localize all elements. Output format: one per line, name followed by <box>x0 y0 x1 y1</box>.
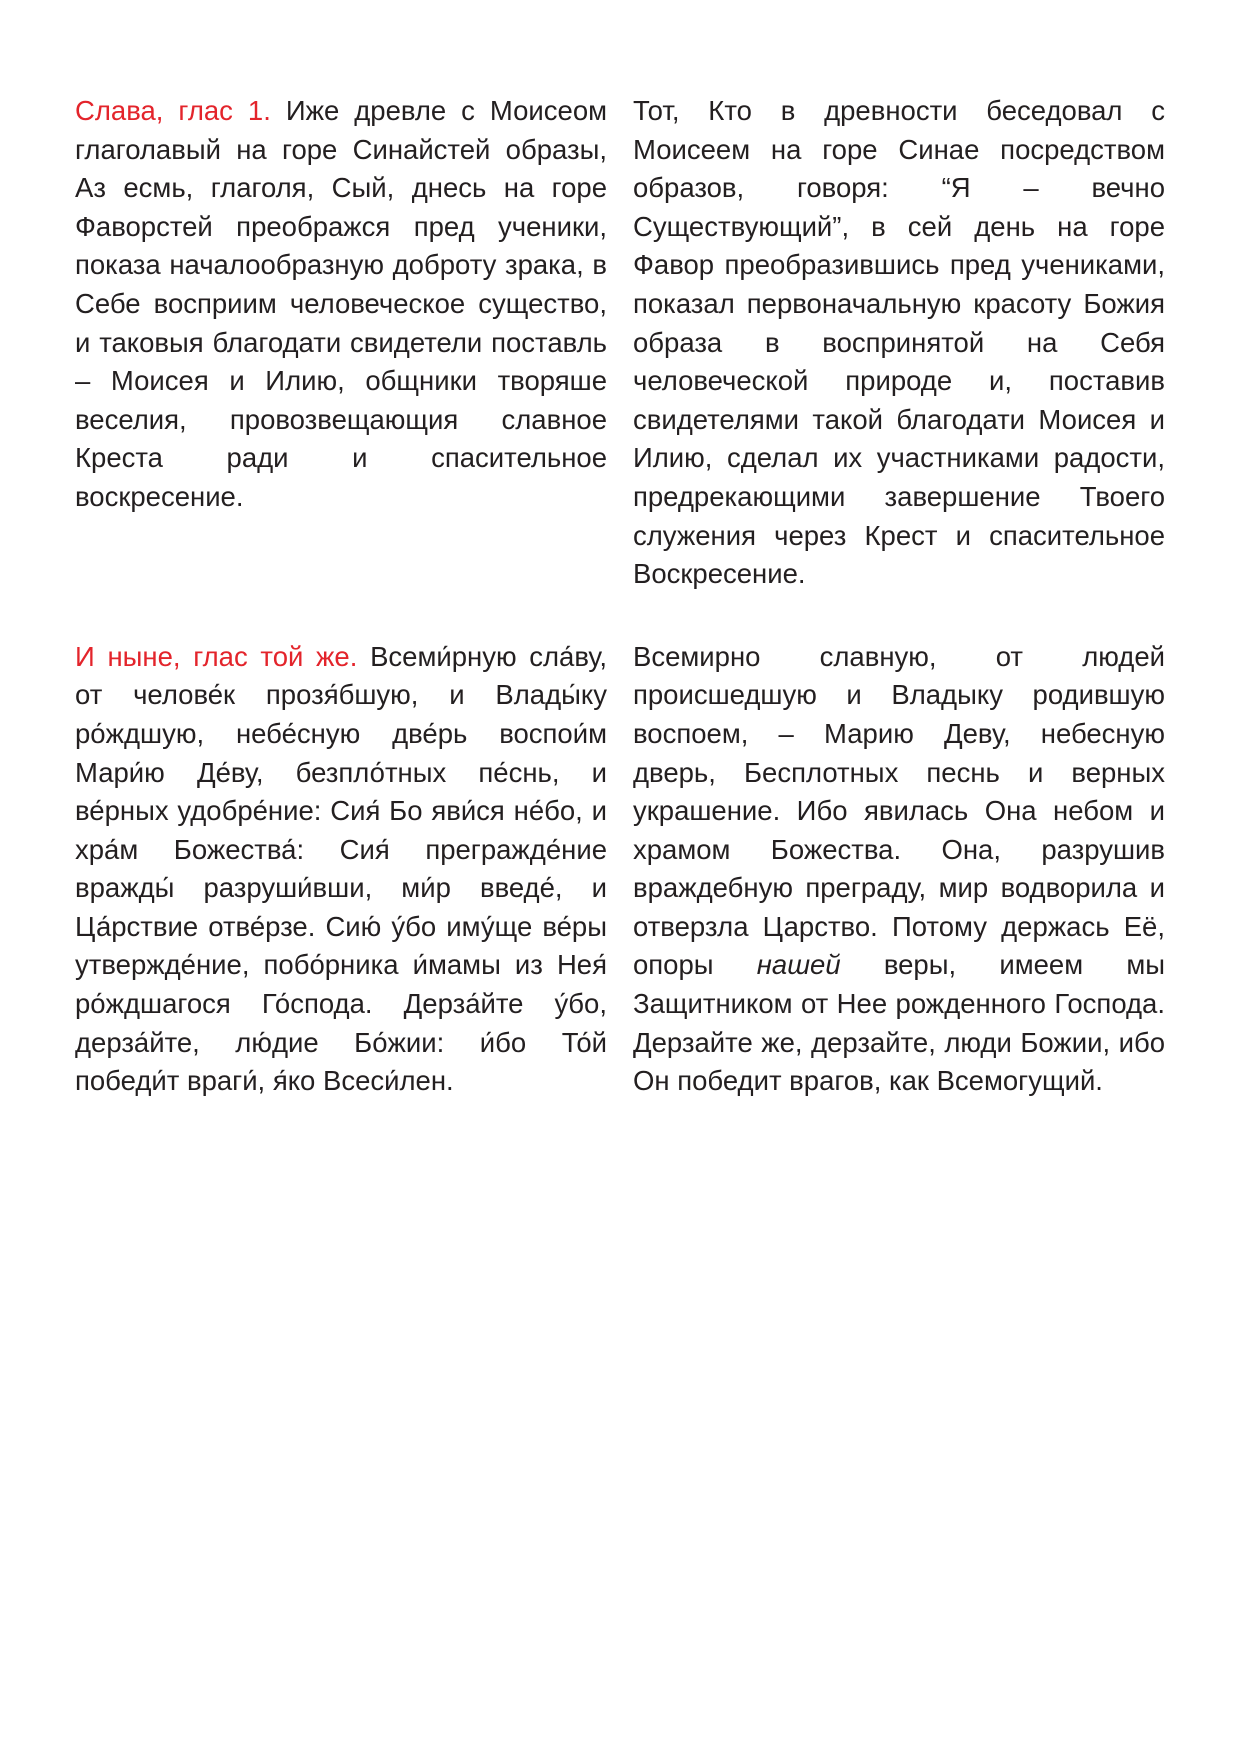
hymn-heading: Слава, глас 1. <box>75 95 271 126</box>
slavonic-text <box>75 92 607 594</box>
document-page <box>75 92 1165 1145</box>
hymn-block-slava <box>75 92 1165 594</box>
slavonic-body: Всеми́рную сла́ву, от челове́к прозя́бшую, и Влады́ку ро́ждшую, небе́сную две́рь воспои́м Мари́ю Де́ву, безпло́тных пе́снь, и ве́рных удобре́ние: Сия́ Бо яви́ся не́бо, и хра́м Божества́: Сия́ прегражде́ние вражды́ разруши́вши, ми́р введе́, и Ца́рствие отве́рзе. Сию́ у́бо иму́ще ве́ры утвержде́ние, побо́рника и́мамы из Нея́ ро́ждшагося Го́спода. Дерза́йте у́бо, дерза́йте, лю́дие Бо́жии: и́бо То́й победи́т враги́, я́ко Всеси́лен. <box>75 640 607 1097</box>
hymn-heading: И ныне, глас той же. <box>75 640 358 672</box>
translation-part: веры, имеем мы Защитником от Нее рожденного Господа. Дерзайте же, дерзайте, люди Божии, ибо Он победит врагов, как Всемогущий. <box>633 949 1165 1097</box>
translation-part: Всемирно славную, от людей происшедшую и Владыку родившую воспоем, – Марию Деву, небесную дверь, Бесплотных песнь и верных украшение. Ибо явилась Она небом и храмом Божества. Она, разрушив враждебную преграду, мир водворила и отверзла Царство. Потому держась Её, опоры <box>633 640 1165 981</box>
slavonic-text <box>75 638 607 1101</box>
russian-translation <box>633 638 1165 1101</box>
hymn-block-i-nyne <box>75 638 1165 1101</box>
slavonic-body: Иже древле с Моисеом глаголавый на горе Синайстей образы, Аз есмь, глаголя, Сый, днесь на горе Фаворстей преображся пред ученики, показа началообразную доброту зрака, в Себе восприим человеческое существо, и таковыя благодати свидетели поставль – Моисея и Илию, общники творяше веселия, провозвещающия славное Креста ради и спасительное воскресение. <box>75 95 608 512</box>
russian-translation: Тот, Кто в древности беседовал с Моисеем на горе Синае посредством образов, говоря: “Я – вечно Существующий”, в сей день на горе Фавор преобразившись пред учениками, показал первоначальную красоту Божия образа в воспринятой на Себя человеческой природе и, поставив свидетелями такой благодати Моисея и Илию, сделал их участниками радости, предрекающими завершение Твоего служения через Крест и спасительное Воскресение. <box>633 95 1165 590</box>
emphasized-word: нашей <box>756 949 841 981</box>
